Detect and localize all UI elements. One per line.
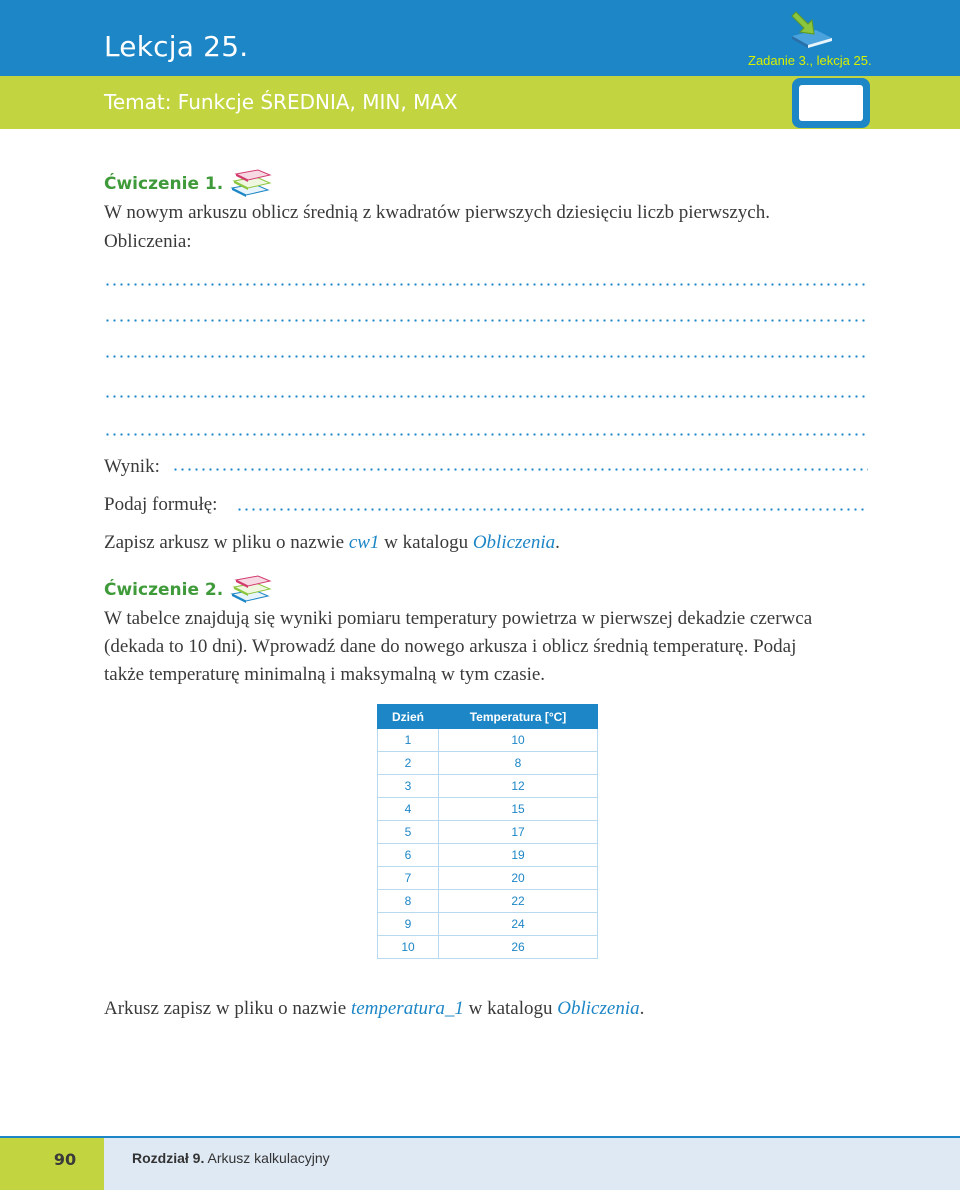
formula-label: Podaj formułę: (104, 494, 218, 515)
exercise-2-instruction-line-3: także temperaturę minimalną i maksymalną w tym czasie. (104, 664, 546, 685)
table-cell-temperature: 24 (439, 913, 598, 936)
save-prefix: Arkusz zapisz w pliku o nazwie (104, 998, 351, 1019)
chapter-label: Rozdział 9. (132, 1150, 205, 1166)
table-row (378, 936, 598, 959)
answer-line-1[interactable] (104, 283, 868, 286)
temperature-table (377, 704, 598, 959)
table-cell-temperature: 19 (439, 844, 598, 867)
chapter-title: Arkusz kalkulacyjny (207, 1150, 330, 1166)
task-reference: Zadanie 3., lekcja 25. (748, 53, 872, 68)
save-suffix: . (555, 532, 560, 553)
exercise-2-title: Ćwiczenie 2. (104, 580, 224, 600)
folder-name: Obliczenia (557, 998, 640, 1019)
table-cell-day: 8 (378, 890, 439, 913)
table-cell-temperature: 17 (439, 821, 598, 844)
table-cell-temperature: 26 (439, 936, 598, 959)
formula-answer-line[interactable] (236, 508, 868, 511)
save-middle: w katalogu (379, 532, 473, 553)
table-cell-day: 6 (378, 844, 439, 867)
screen-icon (788, 76, 874, 130)
calculations-label: Obliczenia: (104, 231, 192, 252)
lesson-title: Lekcja 25. (104, 30, 249, 63)
folder-name: Obliczenia (472, 532, 556, 553)
table-cell-day: 1 (378, 729, 439, 752)
table-cell-temperature: 8 (439, 752, 598, 775)
footer-chapter (132, 1150, 330, 1166)
table-row (378, 913, 598, 936)
answer-line-2[interactable] (104, 319, 868, 322)
answer-line-5[interactable] (104, 433, 868, 436)
save-middle: w katalogu (463, 998, 558, 1019)
topic-title: Temat: Funkcje ŚREDNIA, MIN, MAX (104, 90, 458, 114)
exercise-2-instruction-line-1: W tabelce znajdują się wyniki pomiaru temperatury powietrza w pierwszej dekadzie czerwca (104, 608, 813, 629)
table-cell-temperature: 15 (439, 798, 598, 821)
column-header-day: Dzień (378, 705, 439, 729)
book-download-icon (786, 8, 836, 50)
answer-line-3[interactable] (104, 355, 868, 358)
file-name: temperatura_1 (350, 998, 464, 1019)
column-header-temperature: Temperatura [°C] (439, 705, 598, 729)
file-name: cw1 (348, 532, 380, 553)
table-row (378, 844, 598, 867)
exercise-2-save-instruction (104, 998, 644, 1020)
table-cell-day: 10 (378, 936, 439, 959)
table-cell-day: 9 (378, 913, 439, 936)
result-label: Wynik: (104, 456, 160, 477)
table-cell-day: 7 (378, 867, 439, 890)
table-cell-day: 2 (378, 752, 439, 775)
table-cell-temperature: 12 (439, 775, 598, 798)
table-cell-day: 5 (378, 821, 439, 844)
table-cell-day: 3 (378, 775, 439, 798)
save-prefix: Zapisz arkusz w pliku o nazwie (104, 532, 349, 553)
table-row (378, 890, 598, 913)
table-cell-temperature: 20 (439, 867, 598, 890)
save-suffix: . (639, 998, 645, 1019)
table-row (378, 867, 598, 890)
result-answer-line[interactable] (172, 468, 868, 471)
table-cell-temperature: 22 (439, 890, 598, 913)
exercise-1-save-instruction (104, 532, 560, 554)
books-icon (228, 574, 272, 604)
exercise-1-title: Ćwiczenie 1. (104, 174, 224, 194)
page-number: 90 (53, 1150, 77, 1169)
table-row (378, 775, 598, 798)
table-row (378, 729, 598, 752)
table-row (378, 821, 598, 844)
answer-line-4[interactable] (104, 395, 868, 398)
table-cell-day: 4 (378, 798, 439, 821)
table-header-row (378, 705, 598, 729)
table-cell-temperature: 10 (439, 729, 598, 752)
exercise-1-instruction: W nowym arkuszu oblicz średnią z kwadratów pierwszych dziesięciu liczb pierwszych. (104, 202, 770, 223)
exercise-2-instruction-line-2: (dekada to 10 dni). Wprowadź dane do nowego arkusza i oblicz średnią temperaturę. Podaj (104, 636, 797, 657)
books-icon (228, 168, 272, 198)
table-row (378, 798, 598, 821)
table-row (378, 752, 598, 775)
